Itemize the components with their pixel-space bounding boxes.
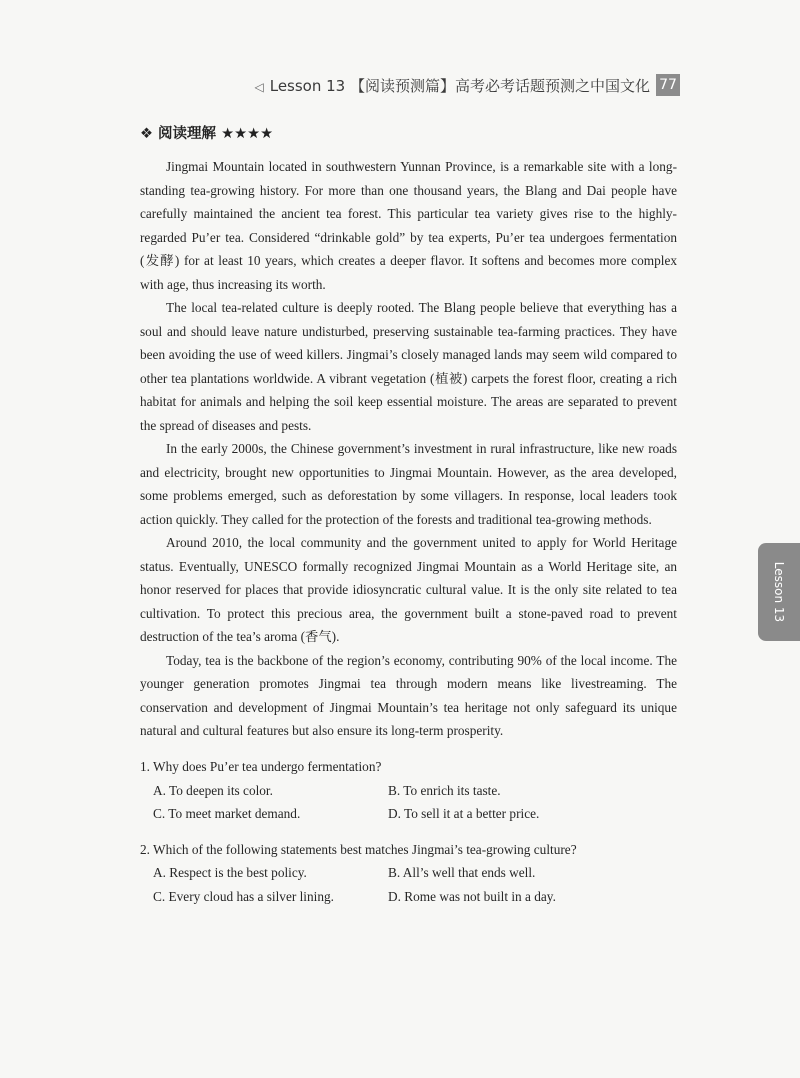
option-grid [140,779,677,826]
option-b: B. All’s well that ends well. [388,865,536,880]
side-tab-label: Lesson 13 [772,561,786,623]
passage-paragraph-3: In the early 2000s, the Chinese government’s investment in rural infrastructure, like new roads and electricity, brought new opportunities to Jingmai Mountain. However, as the area developed, some problems emerged, such as deforestation by some villagers. In response, local leaders took action quickly. They called for the protection of the forests and traditional tea-growing methods. [140,441,677,527]
question-stem: 2. Which of the following statements best matches Jingmai’s tea-growing culture? [140,841,577,857]
page-header [0,72,800,100]
question-stem: 1. Why does Pu’er tea undergo fermentation? [140,759,382,774]
header-title-line [255,75,651,96]
option-d: D. To sell it at a better price. [388,806,540,821]
option-c: C. Every cloud has a silver lining. [153,888,334,904]
passage-paragraph-4: Around 2010, the local community and the government united to apply for World Heritage status. Eventually, UNESCO formally recognized Jingmai Mountain as a World Heritage site, an honor reserved for places that provide idiosyncratic cultural value. It is the only site related to tea cultivation. To protect this precious area, the government built a stone-paved road to prevent destruction of the tea’s aroma (香气). [140,535,677,644]
question-2 [140,838,677,909]
passage-paragraph-2: The local tea-related culture is deeply rooted. The Blang people believe that everything has a soul and should leave nature undisturbed, preserving sustainable tea-farming practices. They have been avoiding the use of weed killers. Jingmai’s closely managed lands may seem wild compared to other tea plantations worldwide. A vibrant vegetation (植被) carpets the forest floor, creating a rich habitat for animals and helping the soil keep essential moisture. The areas are separated to prevent the spread of diseases and pests. [140,300,677,433]
page-number: 77 [656,74,680,96]
option-d: D. Rome was not built in a day. [388,888,556,904]
reading-passage [140,155,677,743]
passage-paragraph-5: Today, tea is the backbone of the region’s economy, contributing 90% of the local income. The younger generation promotes Jingmai tea through modern means like livestreaming. The conservation and development of Jingmai Mountain’s tea heritage not only safeguard its unique natural and cultural features but also ensure its long-term prosperity. [140,652,677,738]
option-a: A. To deepen its color. [153,782,273,798]
section-title: ❖ 阅读理解 ★★★★ [140,126,274,142]
option-b: B. To enrich its taste. [388,782,501,798]
question-list [140,755,677,920]
option-c: C. To meet market demand. [153,806,301,821]
triangle-left-icon: ◁ [254,80,264,94]
option-a: A. Respect is the best policy. [153,865,307,880]
option-grid [140,861,677,908]
lesson-side-tab [758,543,800,641]
header-title: Lesson 13 【阅读预测篇】高考必考话题预测之中国文化 [269,77,650,95]
question-1 [140,755,677,826]
passage-paragraph-1: Jingmai Mountain located in southwestern Yunnan Province, is a remarkable site with a long-standing tea-growing history. For more than one thousand years, the Blang and Dai people have carefully maintained the ancient tea forest. This particular tea variety gives rise to the highly-regarded Pu’er tea. Considered “drinkable gold” by tea experts, Pu’er tea undergoes fermentation (发酵) for at least 10 years, which creates a deeper flavor. It softens and becomes more complex with age, thus increasing its worth. [140,159,677,292]
